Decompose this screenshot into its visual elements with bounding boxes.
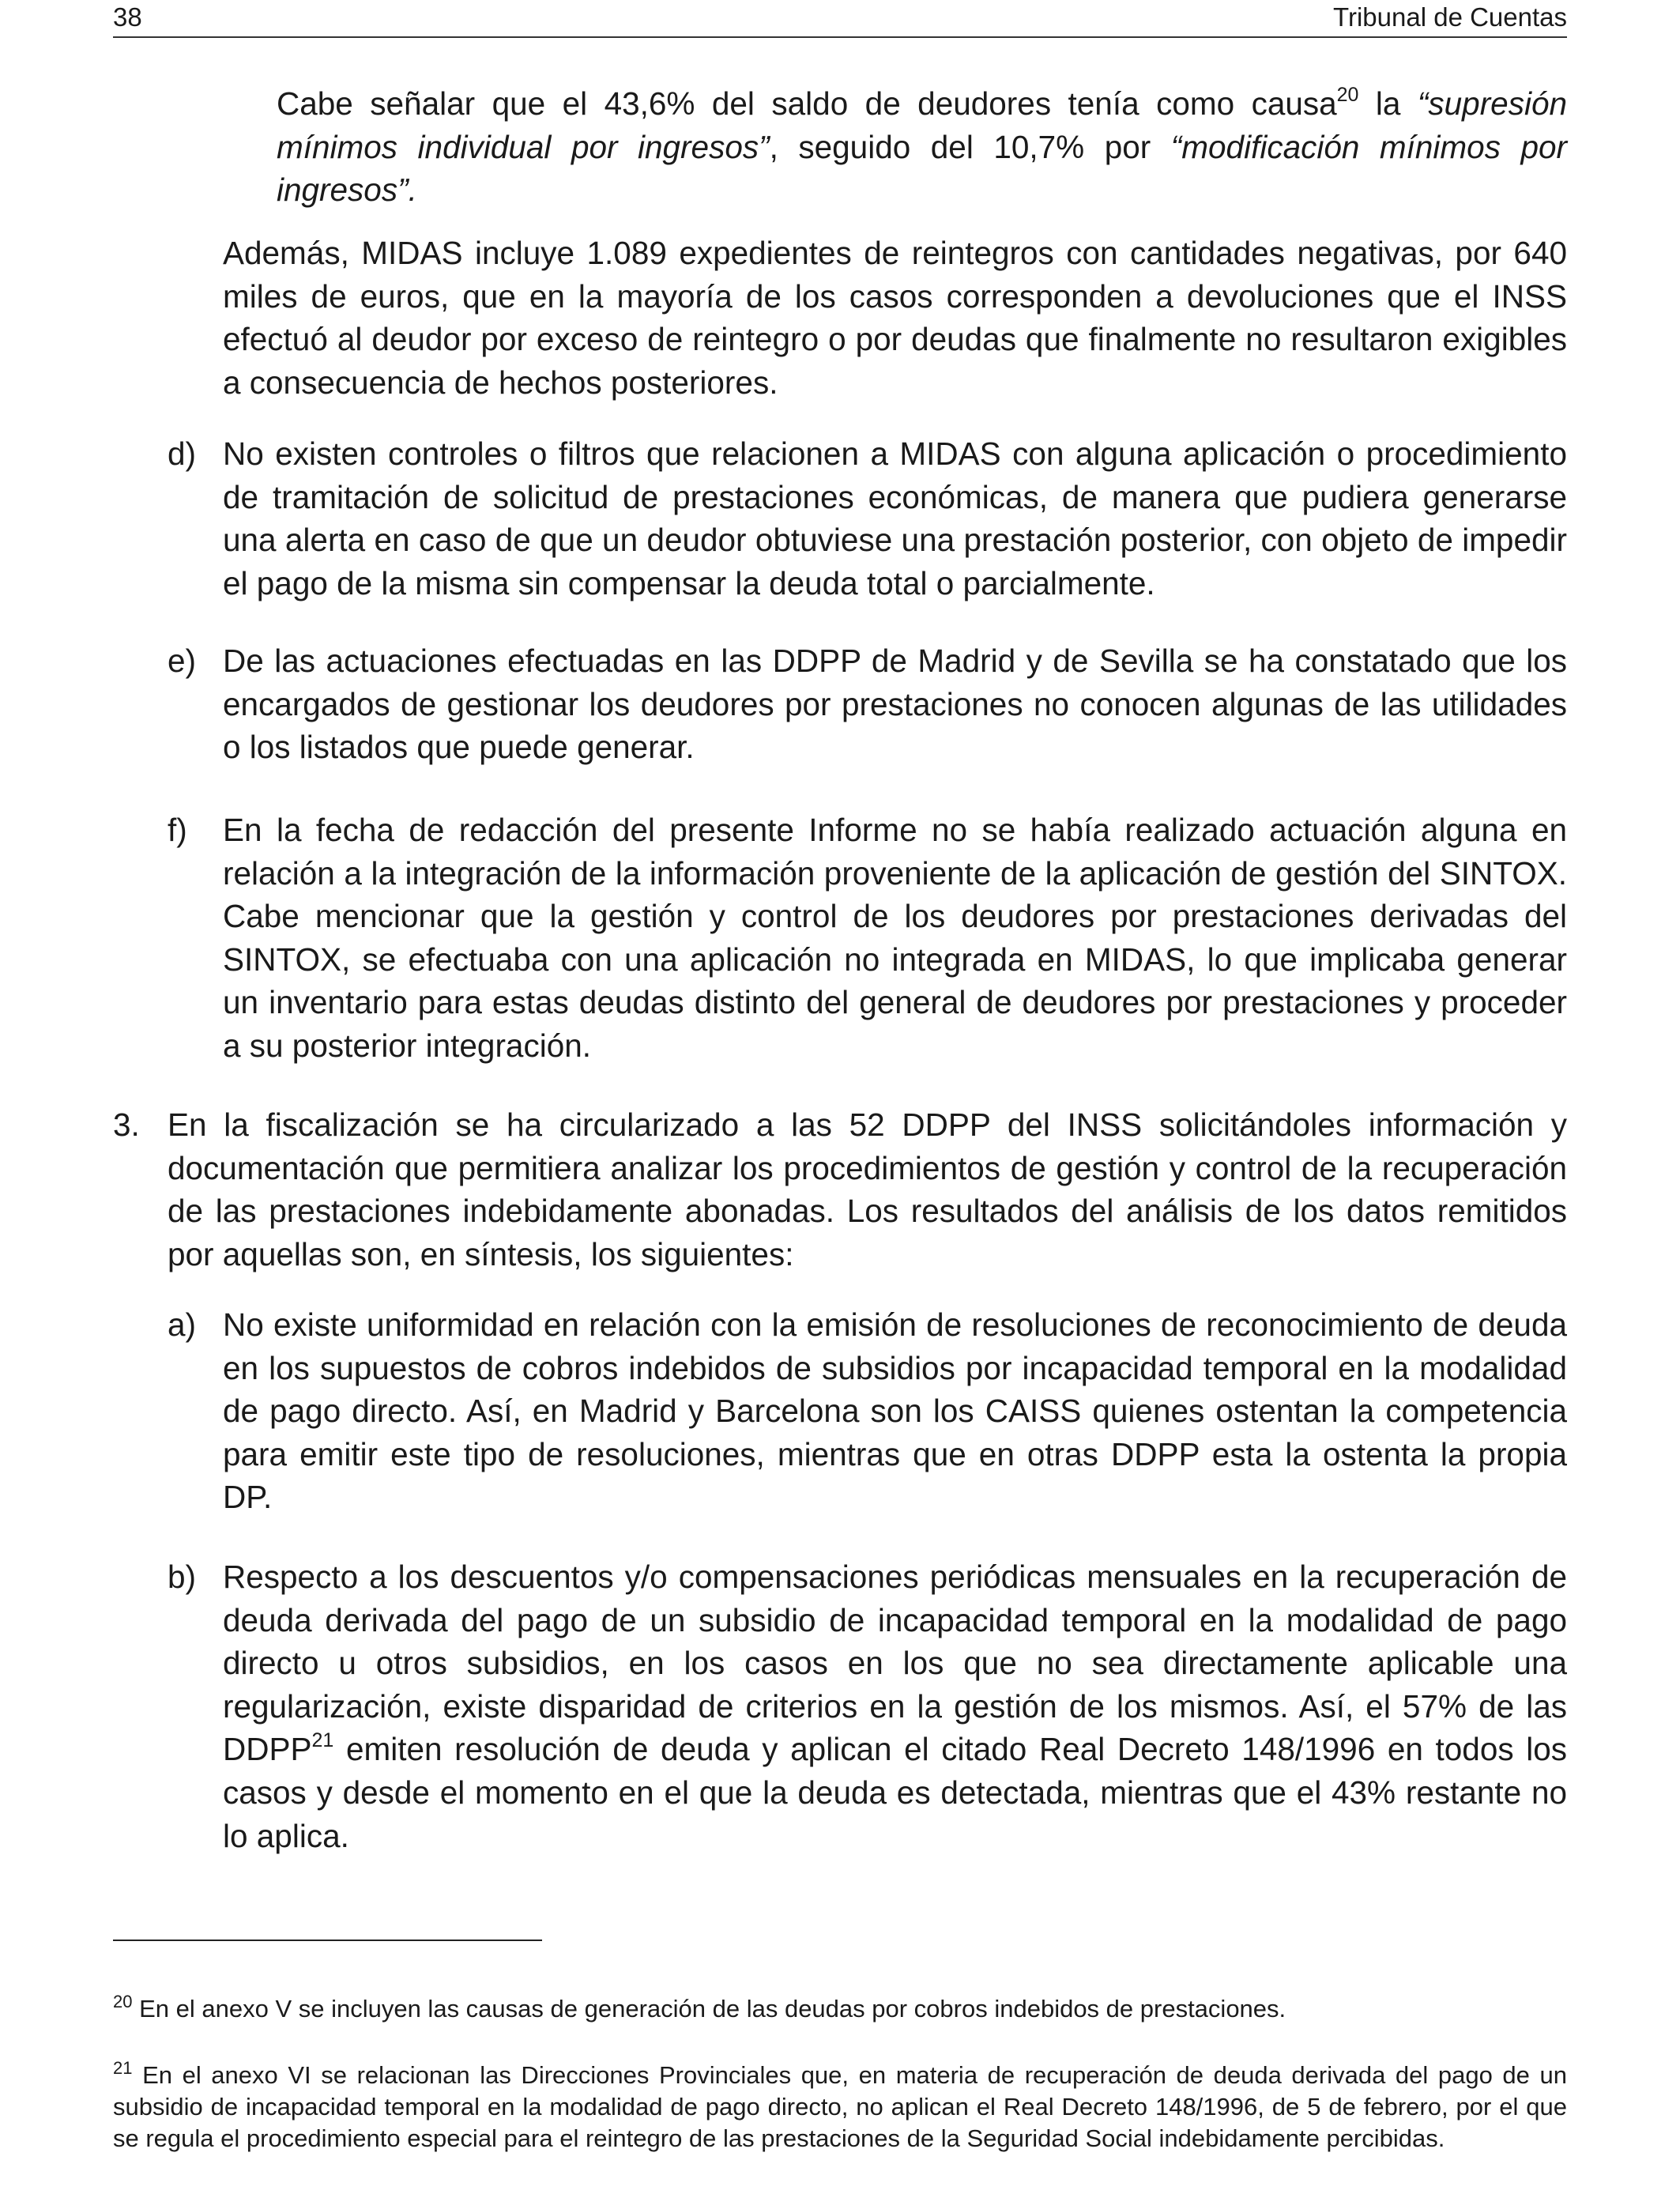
quote-italic: “modificación mínimos por ingresos”. [277,128,1568,209]
quote-paragraph [277,82,1567,212]
list-marker-f: f) [168,812,187,848]
footnote-20 [113,1993,1567,2025]
list-item-b-text: emiten resolución de deuda y aplican el citado Real Decreto 148/1996 en todos los casos y desde el momento en el que la deuda es detectada, mientras que el 43% restante no lo aplica. [223,1731,1567,1854]
footnote-number: 21 [113,2058,133,2078]
quote-italic: “supresión mínimos individual por ingresos” [277,85,1567,165]
list-item-b [223,1555,1567,1857]
list-item-e: De las actuaciones efectuadas en las DDPP de Madrid y de Sevilla se ha constatado que los encargados de gestionar los deudores por prestaciones no conocen algunas de las utilidades o los listados que puede generar. [223,643,1567,766]
page-number: 38 [113,2,142,32]
list-item-d: No existen controles o filtros que relacionen a MIDAS con alguna aplicación o procedimiento de tramitación de solicitud de prestaciones económicas, de manera que pudiera generarse una alerta en caso de que un deudor obtuviese una prestación posterior, con objeto de impedir el pago de la misma sin compensar la deuda total o parcialmente. [223,435,1567,601]
header-title: Tribunal de Cuentas [1333,2,1567,32]
footnote-text: En el anexo V se incluyen las causas de generación de las deudas por cobros indebidos de prestaciones. [132,1995,1286,2022]
list-marker-e: e) [168,643,197,679]
section-3-paragraph: En la fiscalización se ha circularizado a las 52 DDPP del INSS solicitándoles información y documentación que permitiera analizar los procedimientos de gestión y control de la recuperación de las prestaciones indebidamente abonadas. Los resultados del análisis de los datos remitidos por aquellas son, en síntesis, los siguientes: [168,1106,1567,1272]
list-item-f: En la fecha de redacción del presente Informe no se había realizado actuación alguna en relación a la integración de la información proveniente de la aplicación de gestión del SINTOX. Cabe mencionar que la gestión y control de los deudores por prestaciones derivadas del SINTOX, se efectuaba con una aplicación no integrada en MIDAS, lo que implicaba generar un inventario para estas deudas distinto del general de deudores por prestaciones y proceder a su posterior integración. [223,812,1567,1064]
footnote-ref-20[interactable]: 20 [1336,84,1359,106]
section-marker-3: 3. [113,1106,140,1143]
footnote-21 [113,2060,1567,2154]
quote-text: , seguido del 10,7% por [769,128,1171,165]
list-marker-d: d) [168,435,197,472]
list-item-b-text: Respecto a los descuentos y/o compensaciones periódicas mensuales en la recuperación de deuda derivada del pago de un subsidio de incapacidad temporal en la modalidad de pago directo u otros subsidios, en los casos en los que no sea directamente aplicable una regularización, existe disparidad de criterios en la gestión de los mismos. Así, el 57% de las DDPP [223,1559,1567,1768]
list-marker-a: a) [168,1306,197,1343]
footnote-ref-21[interactable]: 21 [311,1729,334,1752]
footnote-separator [113,1940,542,1941]
footnote-number: 20 [113,1992,133,2011]
midas-paragraph: Además, MIDAS incluye 1.089 expedientes de reintegros con cantidades negativas, por 640 miles de euros, que en la mayoría de los casos corresponden a devoluciones que el INSS efectuó al deudor por exceso de reintegro o por deudas que finalmente no resultaron exigibles a consecuencia de hechos posteriores. [223,235,1567,401]
list-marker-b: b) [168,1559,197,1595]
quote-text: la [1358,85,1418,122]
quote-text: Cabe señalar que el 43,6% del saldo de deudores tenía como causa [277,85,1337,122]
page-header [113,0,1567,38]
list-item-a: No existe uniformidad en relación con la emisión de resoluciones de reconocimiento de deuda en los supuestos de cobros indebidos de subsidios por incapacidad temporal en la modalidad de pago directo. Así, en Madrid y Barcelona son los CAISS quienes ostentan la competencia para emitir este tipo de resoluciones, mientras que en otras DDPP esta la ostenta la propia DP. [223,1306,1567,1516]
footnote-text: En el anexo VI se relacionan las Direcciones Provinciales que, en materia de recuperación de deuda derivada del pago de un subsidio de incapacidad temporal en la modalidad de pago directo, no aplican el Real Decreto 148/1996, de 5 de febrero, por el que se regula el procedimiento especial para el reintegro de las prestaciones de la Seguridad Social indebidamente percibidas. [113,2061,1567,2152]
